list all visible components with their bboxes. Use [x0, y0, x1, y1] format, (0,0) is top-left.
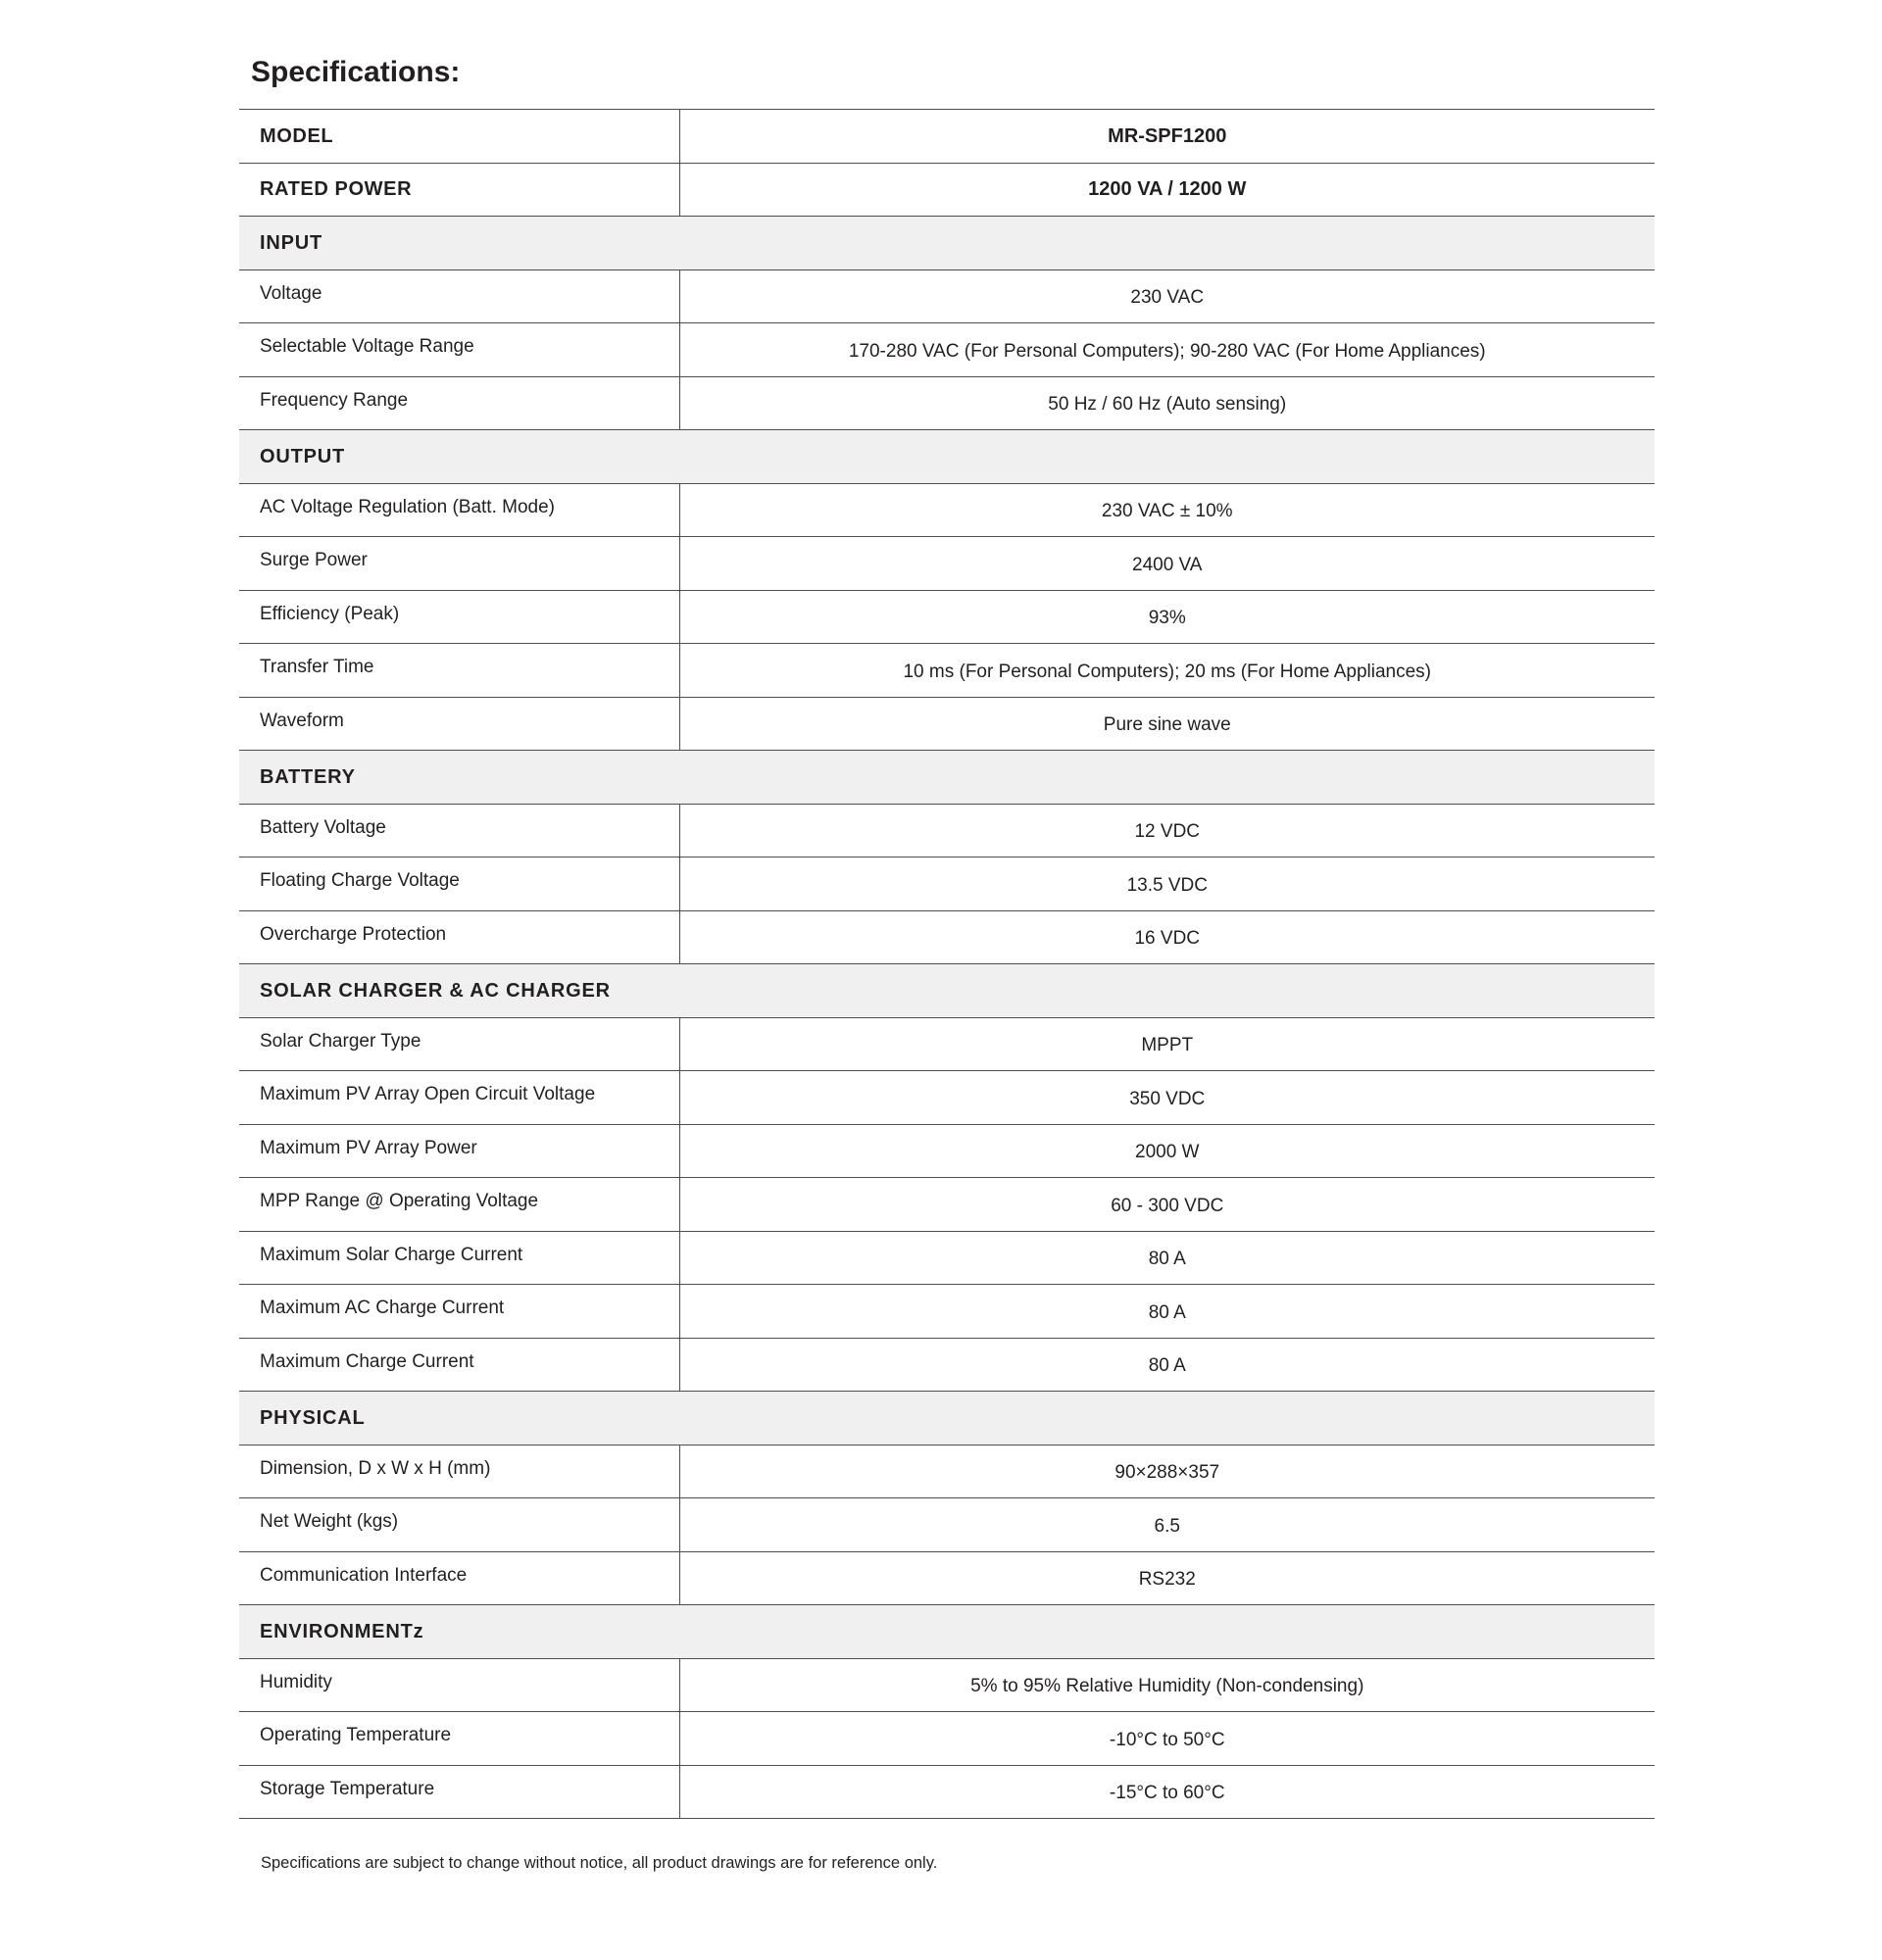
spec-value: 60 - 300 VDC	[679, 1178, 1655, 1232]
section-heading: SOLAR CHARGER & AC CHARGER	[239, 964, 1655, 1018]
spec-label: Maximum Solar Charge Current	[239, 1231, 679, 1285]
spec-label: Communication Interface	[239, 1551, 679, 1605]
spec-value: Pure sine wave	[679, 697, 1655, 751]
spec-label: Maximum PV Array Open Circuit Voltage	[239, 1071, 679, 1125]
spec-row	[239, 644, 1655, 698]
spec-value: 80 A	[679, 1231, 1655, 1285]
spec-row	[239, 1498, 1655, 1552]
section-heading: OUTPUT	[239, 430, 1655, 484]
spec-value: 90×288×357	[679, 1445, 1655, 1498]
spec-row	[239, 1017, 1655, 1071]
spec-label: Frequency Range	[239, 376, 679, 430]
spec-label: Maximum AC Charge Current	[239, 1285, 679, 1339]
spec-row	[239, 1765, 1655, 1819]
section-header-row	[239, 217, 1655, 270]
spec-label: Battery Voltage	[239, 804, 679, 858]
spec-value: -15°C to 60°C	[679, 1765, 1655, 1819]
spec-label: Overcharge Protection	[239, 910, 679, 964]
section-header-row	[239, 751, 1655, 805]
model-row	[239, 110, 1655, 164]
spec-value: 93%	[679, 590, 1655, 644]
spec-value: 170-280 VAC (For Personal Computers); 90-280 VAC (For Home Appliances)	[679, 323, 1655, 377]
section-header-row	[239, 964, 1655, 1018]
spec-row	[239, 804, 1655, 858]
spec-row	[239, 483, 1655, 537]
spec-row	[239, 1445, 1655, 1498]
spec-row	[239, 858, 1655, 911]
spec-value: 12 VDC	[679, 804, 1655, 858]
spec-value: 16 VDC	[679, 910, 1655, 964]
rated-power-row	[239, 163, 1655, 217]
spec-row	[239, 1231, 1655, 1285]
spec-value: 6.5	[679, 1498, 1655, 1552]
spec-row	[239, 1071, 1655, 1125]
spec-row	[239, 323, 1655, 377]
section-header-row	[239, 430, 1655, 484]
section-header-row	[239, 1605, 1655, 1659]
spec-row	[239, 910, 1655, 964]
rated-power-label: RATED POWER	[239, 163, 679, 217]
rated-power-value: 1200 VA / 1200 W	[679, 163, 1655, 217]
spec-label: Voltage	[239, 270, 679, 323]
spec-row	[239, 1658, 1655, 1712]
section-header-row	[239, 1392, 1655, 1446]
spec-label: Selectable Voltage Range	[239, 323, 679, 377]
section-heading: INPUT	[239, 217, 1655, 270]
spec-value: 80 A	[679, 1338, 1655, 1392]
spec-row	[239, 376, 1655, 430]
spec-row	[239, 1178, 1655, 1232]
spec-value: 10 ms (For Personal Computers); 20 ms (For Home Appliances)	[679, 644, 1655, 698]
specifications-table	[239, 109, 1655, 1819]
model-label: MODEL	[239, 110, 679, 164]
spec-value: 5% to 95% Relative Humidity (Non-condensing)	[679, 1658, 1655, 1712]
spec-row	[239, 1551, 1655, 1605]
spec-value: 2400 VA	[679, 537, 1655, 591]
spec-value: -10°C to 50°C	[679, 1712, 1655, 1766]
specifications-table-body	[239, 110, 1655, 1819]
spec-row	[239, 1712, 1655, 1766]
spec-label: Humidity	[239, 1658, 679, 1712]
spec-label: Maximum PV Array Power	[239, 1124, 679, 1178]
spec-value: 13.5 VDC	[679, 858, 1655, 911]
model-value: MR-SPF1200	[679, 110, 1655, 164]
spec-label: MPP Range @ Operating Voltage	[239, 1178, 679, 1232]
spec-label: Dimension, D x W x H (mm)	[239, 1445, 679, 1498]
spec-row	[239, 1285, 1655, 1339]
spec-label: Maximum Charge Current	[239, 1338, 679, 1392]
spec-value: RS232	[679, 1551, 1655, 1605]
spec-value: 230 VAC ± 10%	[679, 483, 1655, 537]
spec-label: Surge Power	[239, 537, 679, 591]
spec-label: Storage Temperature	[239, 1765, 679, 1819]
page-title: Specifications:	[251, 56, 461, 88]
spec-row	[239, 697, 1655, 751]
spec-value: 2000 W	[679, 1124, 1655, 1178]
spec-value: 50 Hz / 60 Hz (Auto sensing)	[679, 376, 1655, 430]
footnote: Specifications are subject to change without notice, all product drawings are for reference only.	[261, 1854, 938, 1872]
spec-label: AC Voltage Regulation (Batt. Mode)	[239, 483, 679, 537]
spec-value: MPPT	[679, 1017, 1655, 1071]
spec-label: Net Weight (kgs)	[239, 1498, 679, 1552]
spec-label: Solar Charger Type	[239, 1017, 679, 1071]
section-heading: BATTERY	[239, 751, 1655, 805]
spec-value: 230 VAC	[679, 270, 1655, 323]
spec-label: Waveform	[239, 697, 679, 751]
spec-label: Transfer Time	[239, 644, 679, 698]
spec-label: Efficiency (Peak)	[239, 590, 679, 644]
spec-label: Floating Charge Voltage	[239, 858, 679, 911]
spec-row	[239, 537, 1655, 591]
spec-row	[239, 1124, 1655, 1178]
spec-value: 350 VDC	[679, 1071, 1655, 1125]
spec-row	[239, 1338, 1655, 1392]
section-heading: ENVIRONMENTz	[239, 1605, 1655, 1659]
spec-label: Operating Temperature	[239, 1712, 679, 1766]
spec-row	[239, 590, 1655, 644]
spec-value: 80 A	[679, 1285, 1655, 1339]
section-heading: PHYSICAL	[239, 1392, 1655, 1446]
spec-row	[239, 270, 1655, 323]
